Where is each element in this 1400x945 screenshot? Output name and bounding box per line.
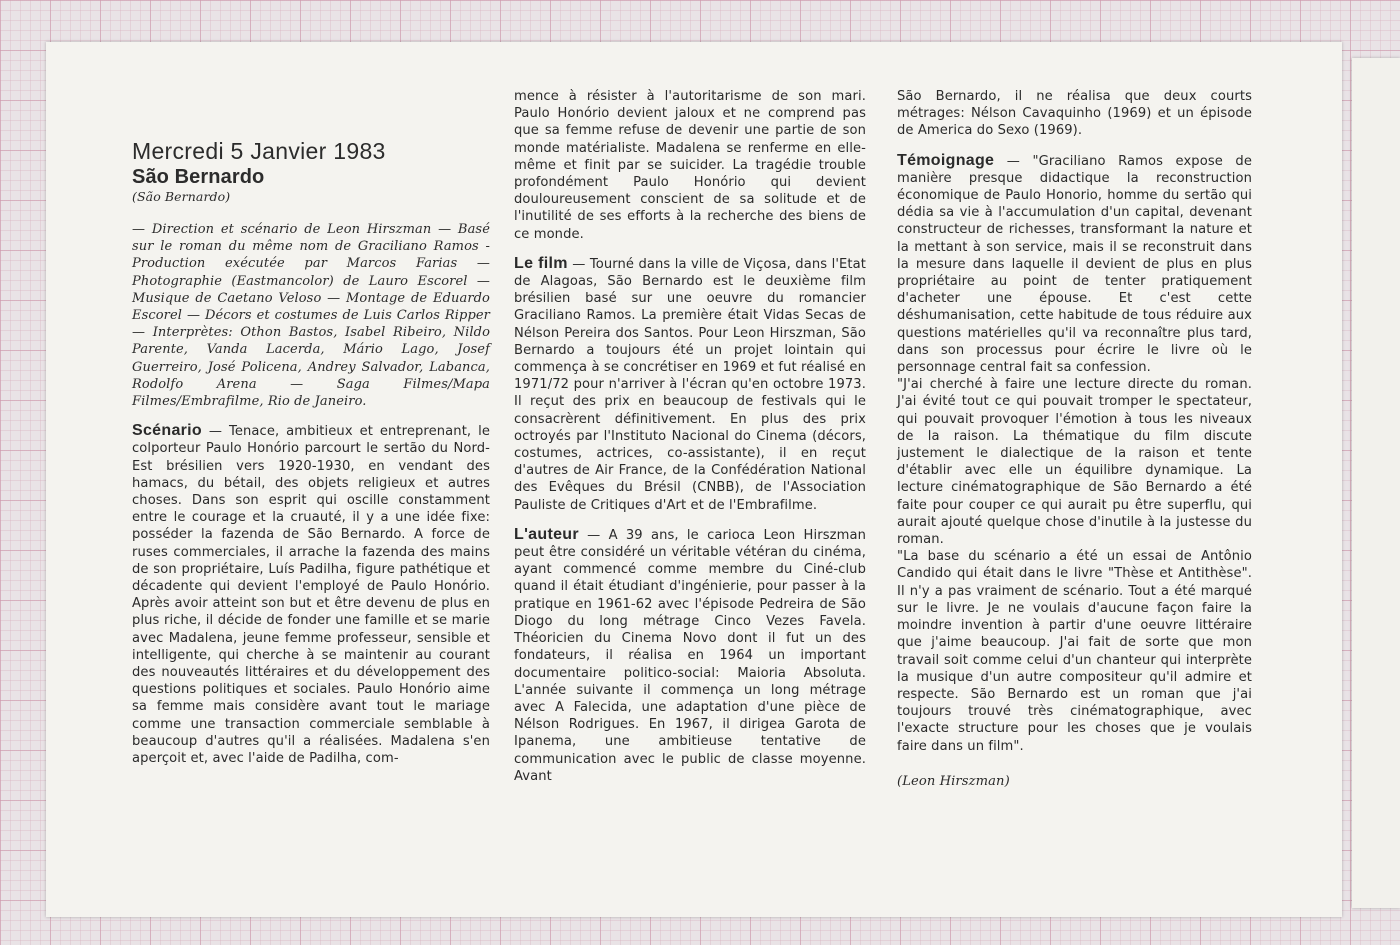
section-heading: Le film bbox=[514, 254, 568, 272]
section-text: — A 39 ans, le carioca Leon Hirszman peut être considéré un véritable vétéran du cinéma, ayant commencé comme membre du Ciné-club quand il était étudiant d'ingénierie, pour passer à la pratique en 1961-62 avec l'épisode Pedreira de São Diogo du long métrage Cinco Vezes Favela. Théoricien du Cinema Novo dont il fut un des fondateurs, il réalisa en 1964 un important documentaire politico-social: Maioria Absoluta. L'année suivante il commença un long métrage avec A Falecida, une adaptation d'une pièce de Nélson Rodrigues. En 1967, il dirigea Garota de Ipanema, une ambitieuse tentative de communication avec le public de classe moyenne. Avant bbox=[514, 527, 866, 784]
temoignage-paragraph-2: "J'ai cherché à faire une lecture directe du roman. J'ai évité tout ce qui pouvait tromper le spectateur, qui pouvait provoquer l'émotion à tous les niveaux de la raison. La thématique du film discute justement le dialectique de la raison et tente d'établir avec elle un équilibre dynamique. La lecture cinématographique de São Bernardo a été faite pour couper ce qui aurait pu être superflu, qui aurait ajouté quelque chose d'inutile à la justesse du roman. bbox=[897, 377, 1252, 548]
column-right bbox=[897, 88, 1252, 790]
column-left bbox=[132, 138, 490, 767]
section-text: — Tourné dans la ville de Viçosa, dans l'Etat de Alagoas, São Bernardo est le deuxième film brésilien basé sur une oeuvre du romancier Graciliano Ramos. La première était Vidas Secas de Nélson Pereira dos Santos. Pour Leon Hirszman, São Bernardo a toujours été un projet lointain qui commença à se concrétiser en 1969 et fut réalisé en 1971/72 pour n'arriver à l'écran qu'en octobre 1973. Il reçut des prix en beaucoup de festivals qui le consacrèrent définitivement. En plus des prix octroyés par l'Instituto Nacional do Cinema (décors, costumes, actrices, co-assistante), il en reçut d'autres de Air France, de la Confédération National des Evêques du Brésil (CNBB), de l'Association Pauliste de Critiques d'Art et de l'Embrafilme. bbox=[514, 256, 866, 513]
section-heading: L'auteur bbox=[514, 525, 579, 543]
scenario-continuation: mence à résister à l'autoritarisme de son mari. Paulo Honório devient jaloux et ne comprend pas que sa femme refuse de devenir une partie de son monde matérialiste. Madalena se renferme en elle-même et finit par se suicider. La tragédie trouble profondément Paulo Honório qui devient douloureusement conscient de sa solitude et de l'inutilité de ses efforts à la recherche des biens de ce monde. bbox=[514, 89, 866, 242]
section-heading: Scénario bbox=[132, 422, 202, 440]
section-text: — "Graciliano Ramos expose de manière presque didactique la reconstruction économique de Paulo Honorio, homme du sertão qui dédia sa vie à l'accumulation d'un capital, devenant constructeur de richesses, transformant la nature et la mettant à son service, mais il se reconstruit dans la mesure dans laquelle il devient de plus en plus propriétaire au point de tenter pratiquement d'acheter une épouse. Et c'est cette déshumanisation, cette habitude de tous réduire aux questions matérielles qu'il va reconnaître plus tard, dans son processus pour écrire le livre où le personnage central fait sa confession. bbox=[897, 153, 1252, 376]
section-heading: Témoignage bbox=[897, 151, 995, 169]
film-title: São Bernardo bbox=[132, 166, 265, 188]
section-text: — Tenace, ambitieux et entreprenant, le colporteur Paulo Honório parcourt le sertão du Nord-Est brésilien vers 1920-1930, en vendant des hamacs, du bétail, des objets religieux et autres choses. Dans son esprit qui oscille constamment entre le courage et la cruauté, il y a une idée fixe: posséder la fazenda de São Bernardo. A force de ruses commerciales, il arrache la fazenda des mains de son propriétaire, Luís Padilha, figure pathétique et décadente qui devient l'employé de Paulo Honório. Après avoir atteint son but et être devenu de plus en plus riche, il décide de fonder une famille et se marie avec Madalena, jeune femme professeur, sensible et intelligente, qui cherche à se maintenir au courant des nouveautés littéraires et du développement des questions politiques et sociales. Paulo Honório aime sa femme mais considère avant tout le mariage comme une transaction commerciale semblable à beaucoup d'autres qu'il a réalisées. Madalena s'en aperçoit et, avec l'aide de Padilha, com- bbox=[132, 424, 490, 767]
original-title: (São Bernardo) bbox=[132, 189, 231, 204]
section-l-auteur bbox=[514, 526, 866, 785]
section-temoignage bbox=[897, 152, 1252, 377]
signature: (Leon Hirszman) bbox=[897, 773, 1010, 789]
column-middle bbox=[514, 88, 866, 785]
auteur-continuation: São Bernardo, il ne réalisa que deux courts métrages: Nélson Cavaquinho (1969) et un épisode de America do Sexo (1969). bbox=[897, 89, 1252, 139]
section-le-film bbox=[514, 255, 866, 514]
adjacent-page-edge bbox=[1352, 58, 1400, 908]
screening-date: Mercredi 5 Janvier 1983 bbox=[132, 138, 386, 164]
section-scenario bbox=[132, 422, 490, 767]
temoignage-paragraph-3: "La base du scénario a été un essai de Antônio Candido qui était dans le livre "Thèse et Antithèse". Il n'y a pas vraiment de scénario. Tout a été marqué sur le livre. Je ne voulais d'aucune façon faire la moindre invention à partir d'une oeuvre littéraire que j'aime beaucoup. J'ai fait de sorte que mon travail soit comme celui d'un chanteur qui interprète la musique d'un autre compositeur qu'il admire et respecte. São Bernardo est un roman que j'ai toujours trouvé très cinématographique, avec l'exacte structure pour les choses que je voulais faire dans un film". bbox=[897, 549, 1252, 754]
credits-block: — Direction et scénario de Leon Hirszman — Basé sur le roman du même nom de Graciliano Ramos - Production exécutée par Marcos Farias — Photographie (Eastmancolor) de Lauro Escorel — Musique de Caetano Veloso — Montage de Eduardo Escorel — Décors et costumes de Luis Carlos Ripper — Interprètes: Othon Bastos, Isabel Ribeiro, Nildo Parente, Vanda Lacerda, Mário Lago, Josef Guerreiro, José Policena, Andrey Salvador, Labanca, Rodolfo Arena — Saga Filmes/Mapa Filmes/Embrafilme, Rio de Janeiro. bbox=[132, 222, 490, 410]
